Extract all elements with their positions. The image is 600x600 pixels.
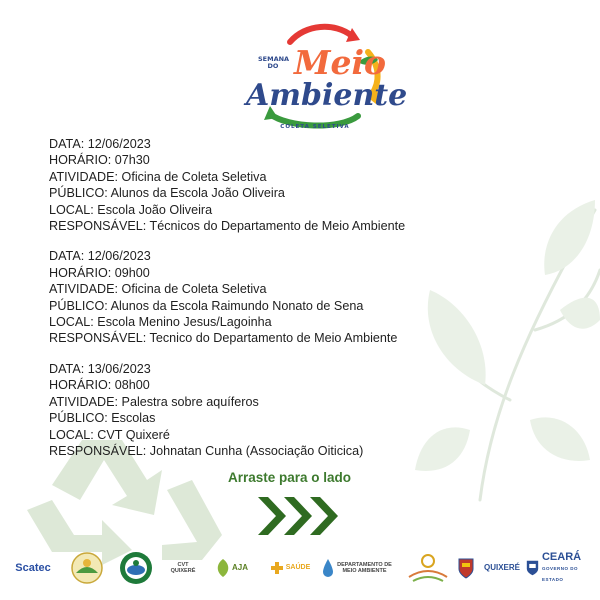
- event-activity: ATIVIDADE: Palestra sobre aquíferos: [49, 394, 259, 409]
- scatec-logo: Scatec: [15, 562, 51, 574]
- event-responsible: RESPONSÁVEL: Técnicos do Departamento de Meio Ambiente: [49, 219, 406, 234]
- event-date: DATA: 12/06/2023: [49, 137, 151, 151]
- semana-meio-ambiente-logo: [240, 20, 408, 136]
- sun-emblem-icon: [405, 551, 451, 585]
- swipe-prompt: Arraste para o lado: [228, 470, 352, 485]
- event-schedule: [49, 136, 469, 473]
- municipal-logo: [402, 548, 454, 588]
- event-date: DATA: 12/06/2023: [49, 249, 151, 264]
- event-block: [49, 136, 469, 234]
- event-block: [49, 248, 469, 346]
- logo-semana-text: SEMANA DO: [258, 55, 290, 70]
- coat-of-arms-icon: [458, 557, 474, 579]
- association-emblem-icon: [118, 550, 154, 586]
- coat-of-arms-logo: [456, 548, 476, 588]
- event-location: LOCAL: Escola João Oliveira: [49, 202, 213, 217]
- triple-chevron-right-icon[interactable]: [258, 493, 342, 539]
- event-time: HORÁRIO: 09h00: [49, 265, 150, 280]
- event-location: LOCAL: CVT Quixeré: [49, 427, 170, 442]
- aja-leaf-icon: [216, 558, 230, 578]
- departamento-meio-ambiente-logo: DEPARTAMENTO DE MEIO AMBIENTE: [322, 548, 392, 588]
- ceara-government-logo: [526, 548, 590, 588]
- cvt-logo: CVT QUIXERÉ: [170, 561, 196, 574]
- event-date: DATA: 13/06/2023: [49, 361, 151, 376]
- event-audience: PÚBLICO: Alunos da Escola João Oliveira: [49, 186, 285, 201]
- aja-logo: AJA: [208, 548, 256, 588]
- event-audience: PÚBLICO: Escolas: [49, 411, 156, 426]
- association-logo: [116, 548, 156, 588]
- ceara-label: CEARÁ: [541, 550, 582, 563]
- school-emblem-icon: [70, 551, 104, 585]
- logo-meio-text: Meio: [294, 43, 387, 82]
- event-audience: PÚBLICO: Alunos da Escola Raimundo Nonato de Sena: [49, 298, 364, 313]
- event-location: LOCAL: Escola Menino Jesus/Lagoinha: [49, 315, 272, 330]
- event-time: HORÁRIO: 07h30: [49, 153, 150, 168]
- prefeitura-quixere-logo: QUIXERÉ: [483, 562, 520, 572]
- health-cross-icon: [270, 561, 284, 575]
- saude-logo: SAÚDE: [262, 548, 318, 588]
- logo-subtitle: COLETA SELETIVA: [280, 124, 350, 130]
- event-responsible: RESPONSÁVEL: Johnatan Cunha (Associação Oiticica): [49, 443, 364, 458]
- ceara-sublabel: GOVERNO DO ESTADO: [541, 565, 578, 582]
- event-time: HORÁRIO: 08h00: [49, 378, 150, 393]
- event-activity: ATIVIDADE: Oficina de Coleta Seletiva: [49, 282, 267, 297]
- event-responsible: RESPONSÁVEL: Tecnico do Departamento de Meio Ambiente: [49, 331, 398, 346]
- school-logo: [68, 548, 106, 588]
- ceara-shield-icon: [526, 558, 539, 578]
- sponsor-logos: [10, 548, 592, 588]
- event-activity: ATIVIDADE: Oficina de Coleta Seletiva: [49, 169, 267, 184]
- water-drop-icon: [322, 558, 334, 578]
- logo-ambiente-text: Ambiente: [246, 78, 408, 113]
- event-block: [49, 361, 469, 459]
